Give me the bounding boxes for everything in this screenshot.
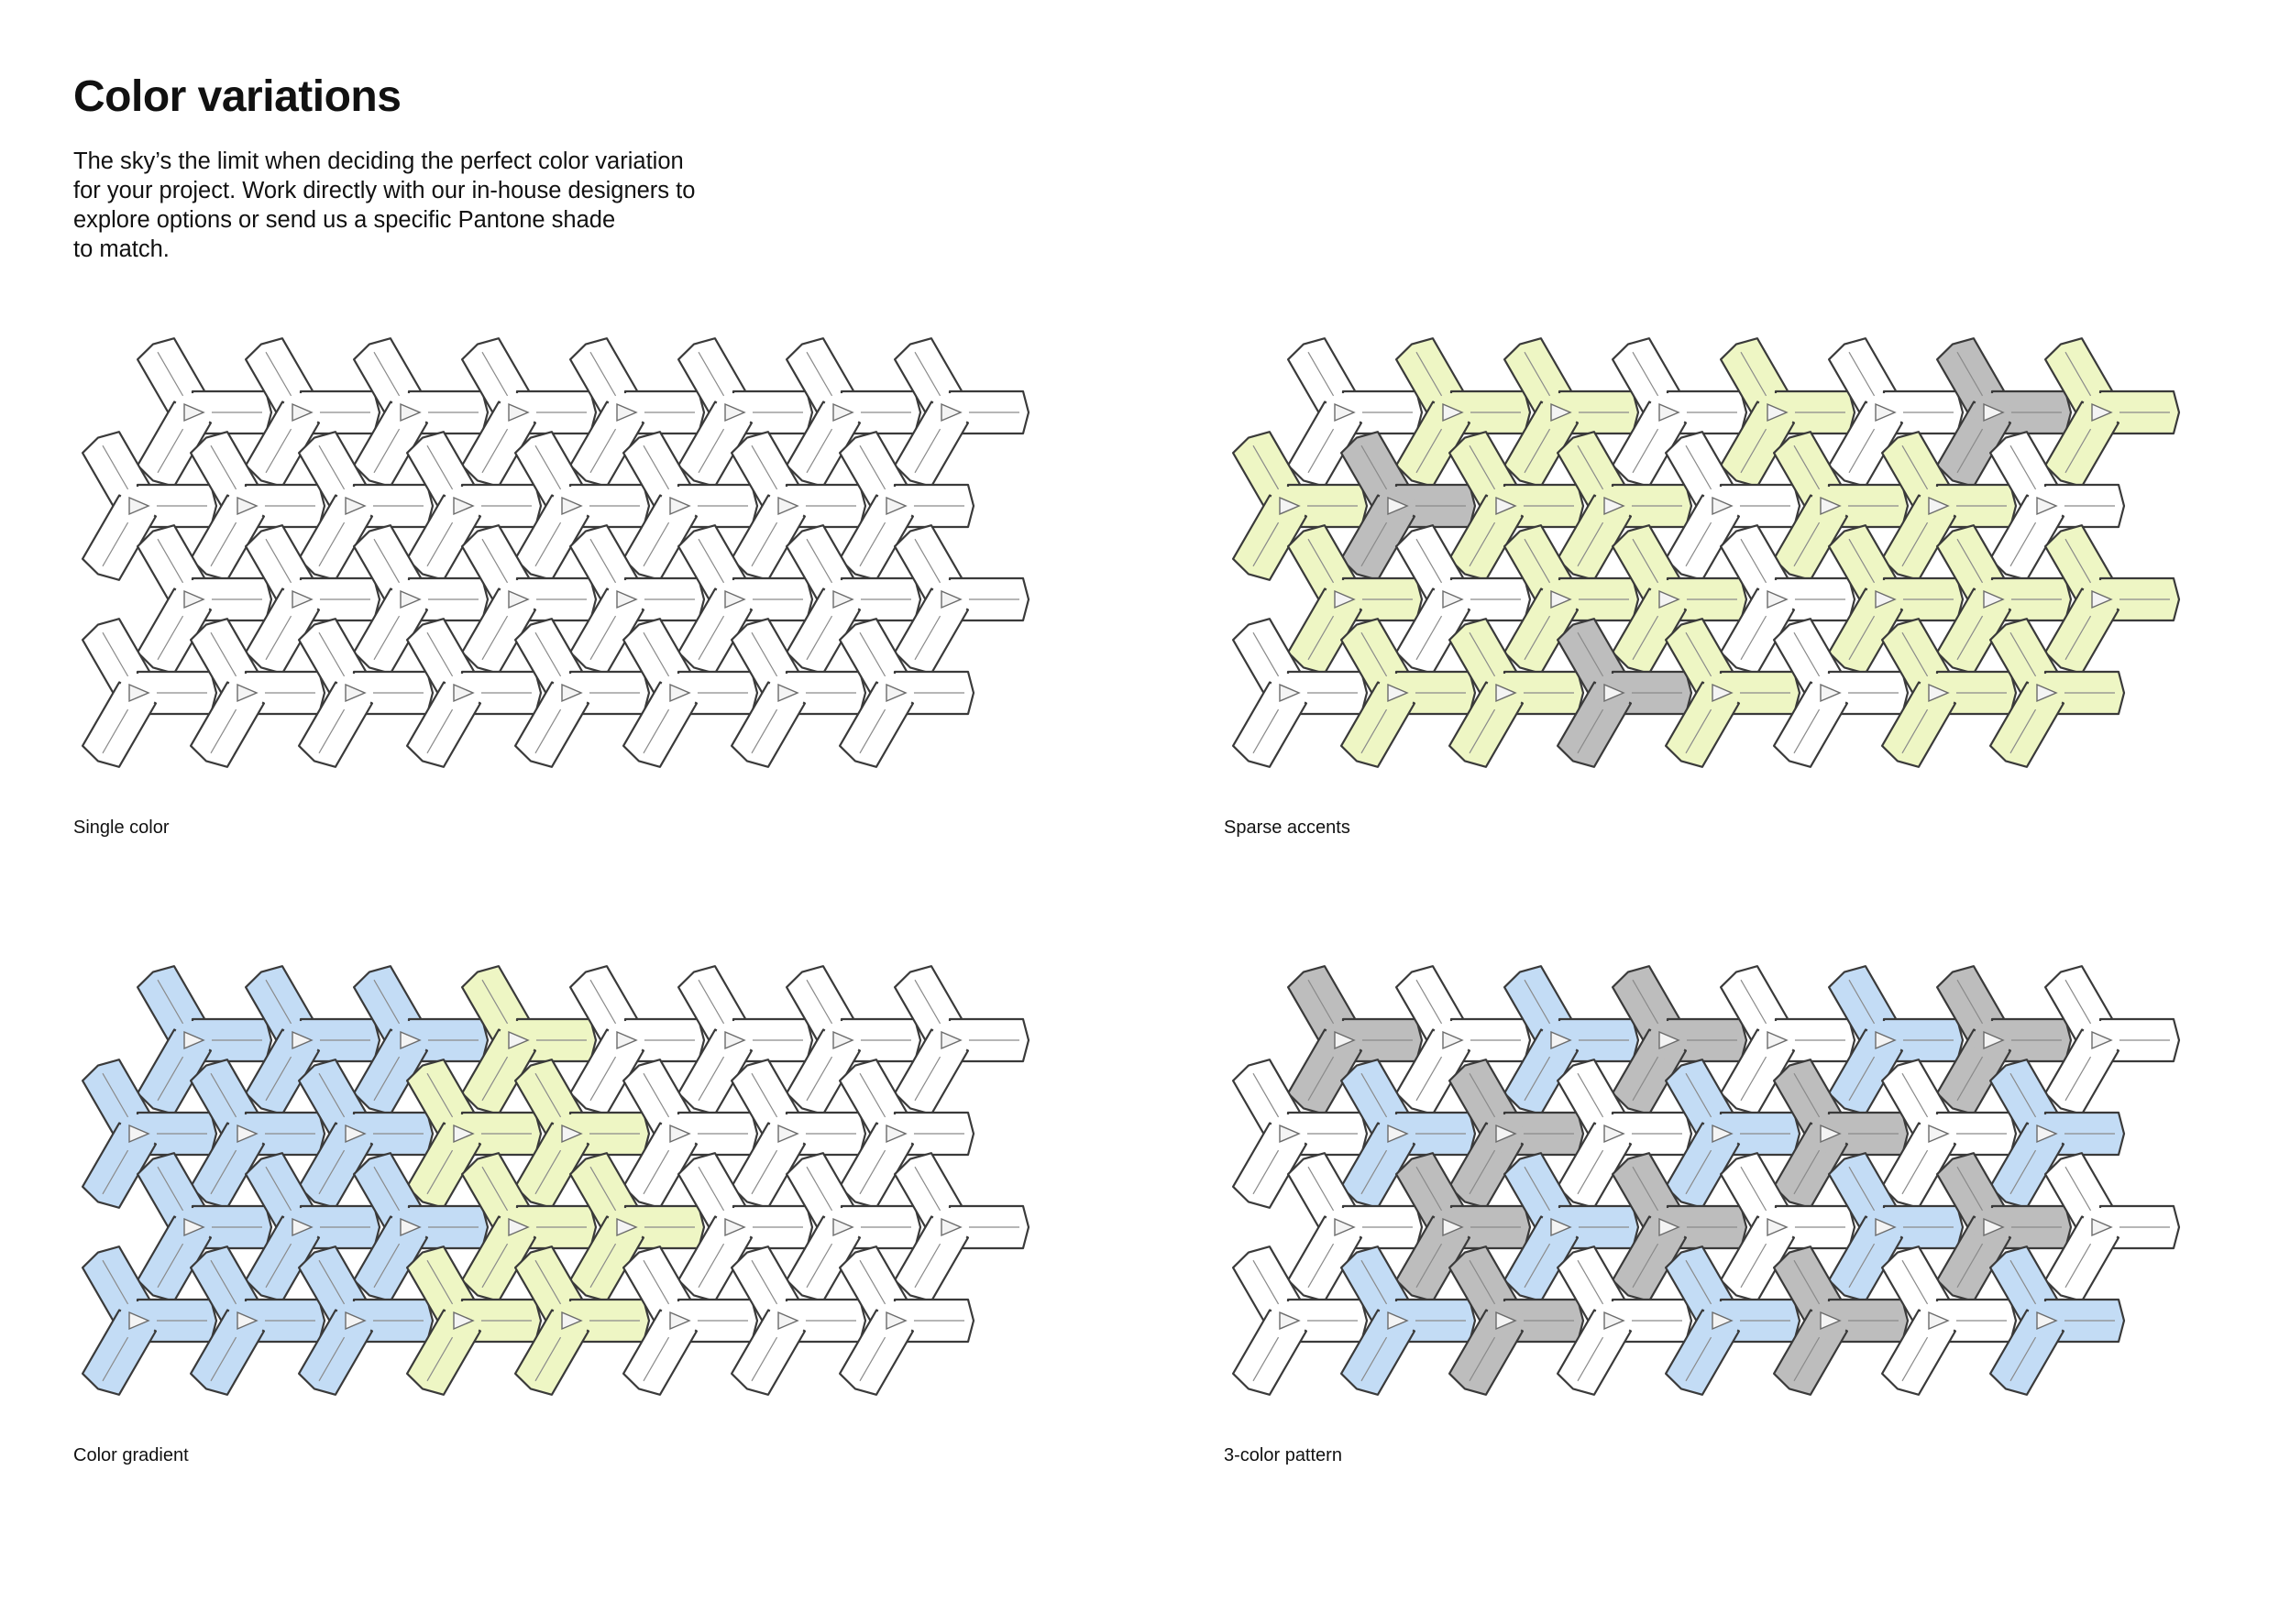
tile-grid: [1224, 944, 2232, 1430]
caption-sparse-accents: Sparse accents: [1224, 817, 1350, 838]
intro-paragraph: [73, 147, 770, 264]
caption-single-color: Single color: [73, 817, 170, 838]
page-title: Color variations: [73, 72, 402, 121]
caption-color-gradient: Color gradient: [73, 1445, 189, 1465]
tile-grid: [1224, 316, 2232, 802]
intro-line: explore options or send us a specific Pantone shade: [73, 207, 616, 233]
intro-line: to match.: [73, 236, 170, 262]
tile-grid: [73, 944, 1082, 1430]
tile-grid: [73, 316, 1082, 802]
intro-line: The sky’s the limit when deciding the perfect color variation: [73, 148, 684, 174]
caption-3-color-pattern: 3-color pattern: [1224, 1445, 1342, 1465]
intro-line: for your project. Work directly with our in-house designers to: [73, 178, 696, 203]
